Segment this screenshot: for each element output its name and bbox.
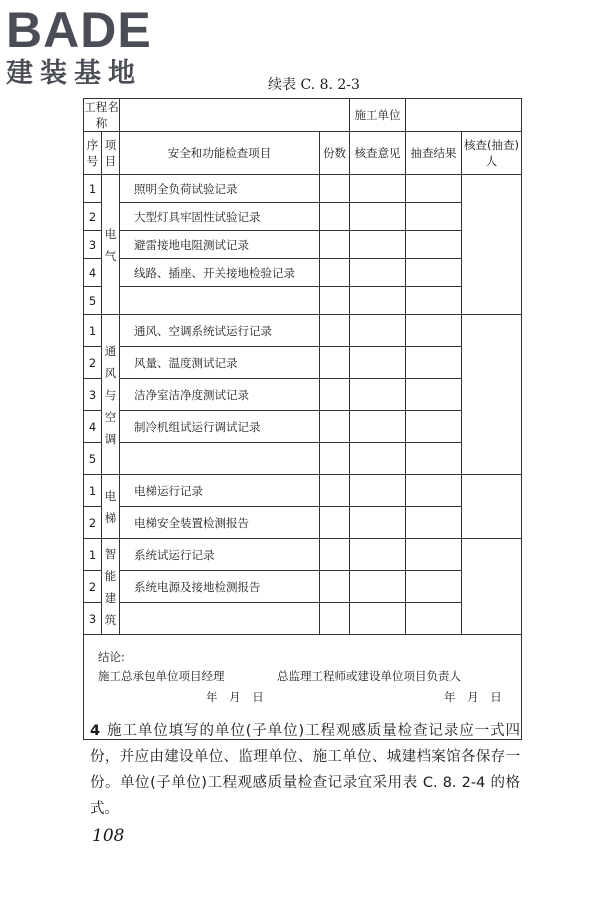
table-row	[84, 411, 522, 443]
page-number: 108	[92, 826, 125, 846]
header-checker: 核查(抽查)人	[462, 132, 522, 175]
logo-brand: BADE	[6, 2, 152, 58]
safety-function-check-table	[83, 98, 522, 740]
table-row	[84, 507, 522, 539]
left-date: 年 月 日	[206, 690, 264, 704]
row-item: 系统试运行记录	[120, 539, 320, 571]
table-row	[84, 231, 522, 259]
project-row	[84, 99, 522, 132]
row-item: 线路、插座、开关接地检验记录	[120, 259, 320, 287]
row-no: 1	[84, 539, 102, 571]
checker-cell	[462, 475, 522, 539]
table-row	[84, 347, 522, 379]
table-row	[84, 259, 522, 287]
table-row	[84, 571, 522, 603]
row-item: 电梯运行记录	[120, 475, 320, 507]
row-item: 照明全负荷试验记录	[120, 175, 320, 203]
category-elevator: 电梯	[102, 475, 120, 539]
category-intelligent-building: 智能建筑	[102, 539, 120, 635]
row-no: 5	[84, 287, 102, 315]
table-caption: 续表 C. 8. 2-3	[268, 77, 360, 93]
table-row	[84, 287, 522, 315]
conclusion-label: 结论:	[98, 650, 125, 664]
table-row	[84, 443, 522, 475]
paragraph-text: 施工单位填写的单位(子单位)工程观感质量检查记录应一式四份，并应由建设单位、监理单位、施工单位、城建档案馆各保存一份。单位(子单位)工程观感质量检查记录宜采用表 C. 8. 2-4 的格式。	[90, 723, 520, 817]
row-no: 2	[84, 203, 102, 231]
row-item: 电梯安全装置检测报告	[120, 507, 320, 539]
row-no: 1	[84, 315, 102, 347]
contractor-value	[406, 99, 522, 132]
row-no: 2	[84, 347, 102, 379]
table-row	[84, 315, 522, 347]
row-item	[120, 443, 320, 475]
row-no: 1	[84, 475, 102, 507]
row-item: 风量、温度测试记录	[120, 347, 320, 379]
table-row	[84, 603, 522, 635]
row-item	[120, 603, 320, 635]
row-no: 3	[84, 231, 102, 259]
body-paragraph	[90, 718, 520, 822]
row-item: 制冷机组试运行调试记录	[120, 411, 320, 443]
checker-cell	[462, 175, 522, 315]
project-name-label: 工程名称	[84, 100, 119, 130]
table-row	[84, 175, 522, 203]
row-no: 4	[84, 411, 102, 443]
table-row	[84, 203, 522, 231]
checker-cell	[462, 315, 522, 475]
row-item: 大型灯具牢固性试验记录	[120, 203, 320, 231]
row-no: 3	[84, 379, 102, 411]
table-row	[84, 475, 522, 507]
left-signer: 施工总承包单位项目经理	[98, 669, 225, 683]
project-name-value	[120, 99, 350, 132]
logo-subtitle: 建装基地	[6, 58, 142, 89]
category-electrical: 电气	[102, 175, 120, 315]
row-no: 2	[84, 571, 102, 603]
row-item: 系统电源及接地检测报告	[120, 571, 320, 603]
row-item: 洁净室洁净度测试记录	[120, 379, 320, 411]
table-row	[84, 539, 522, 571]
header-category: 项目	[102, 132, 120, 175]
row-no: 2	[84, 507, 102, 539]
checker-cell	[462, 539, 522, 635]
category-hvac: 通风与空调	[102, 315, 120, 475]
header-review: 核查意见	[350, 132, 406, 175]
row-no: 4	[84, 259, 102, 287]
header-item: 安全和功能检查项目	[120, 132, 320, 175]
paragraph-number: 4	[90, 723, 101, 739]
row-item: 通风、空调系统试运行记录	[120, 315, 320, 347]
bade-logo	[6, 4, 181, 96]
row-no: 1	[84, 175, 102, 203]
right-date: 年 月 日	[444, 690, 502, 704]
row-no: 3	[84, 603, 102, 635]
header-spot-check: 抽查结果	[406, 132, 462, 175]
row-item	[120, 287, 320, 315]
row-no: 5	[84, 443, 102, 475]
contractor-label: 施工单位	[350, 99, 406, 132]
row-item: 避雷接地电阻测试记录	[120, 231, 320, 259]
header-row	[84, 132, 522, 175]
header-copies: 份数	[320, 132, 350, 175]
right-signer: 总监理工程师或建设单位项目负责人	[277, 669, 461, 683]
header-seq: 序号	[84, 132, 102, 175]
table-row	[84, 379, 522, 411]
